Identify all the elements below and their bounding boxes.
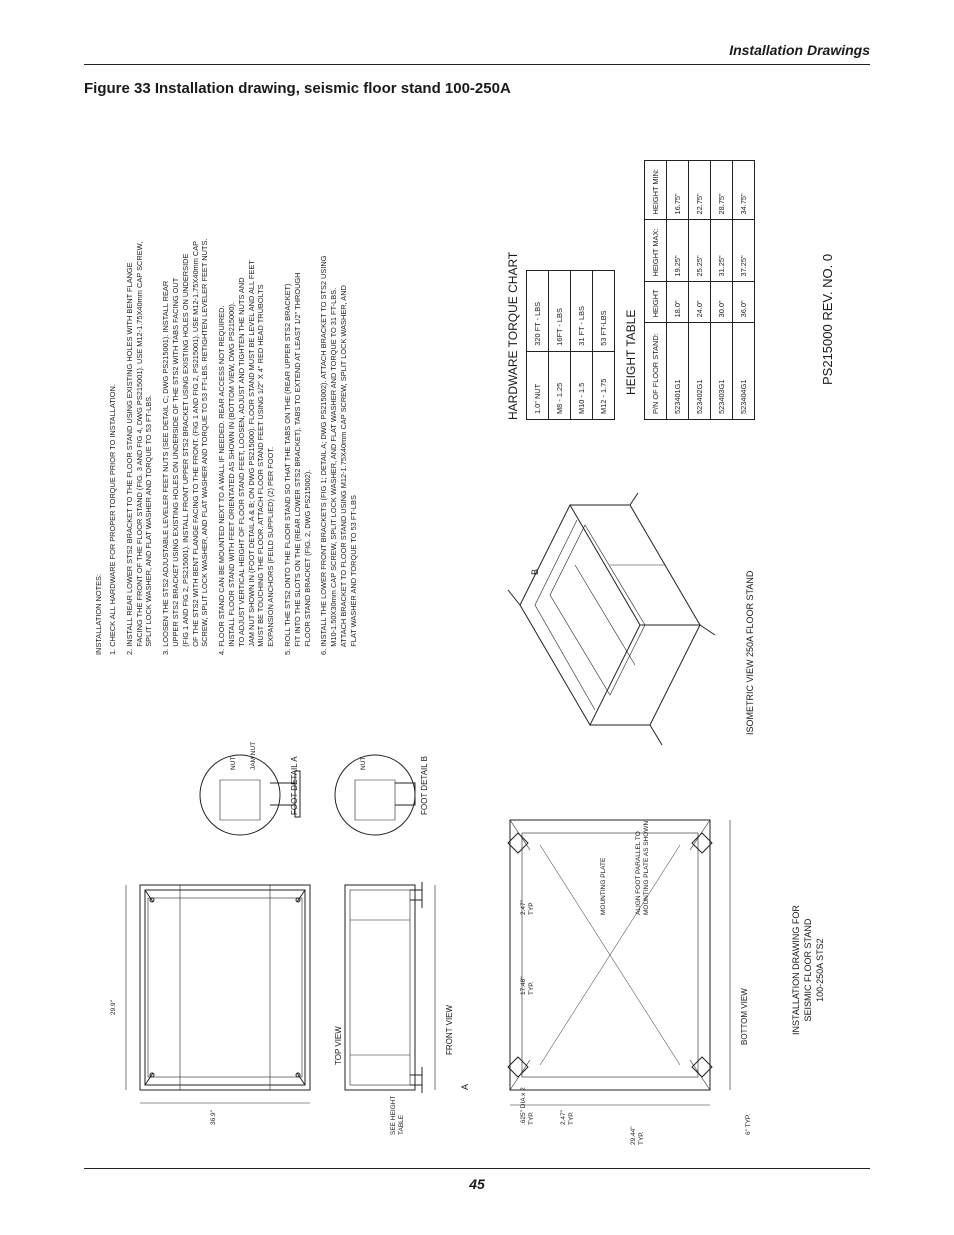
label-line: 2.47" xyxy=(560,1110,567,1125)
label-line: ALIGN FOOT PARALLEL TO xyxy=(635,831,642,915)
dimension-label: 6" TYP. xyxy=(745,1113,752,1135)
jam-nut-label: JAM NUT xyxy=(250,741,257,770)
label-line: 2.47" xyxy=(520,900,527,915)
mounting-plate-label: MOUNTING PLATE xyxy=(600,857,607,915)
table-header-cell: HEIGHT xyxy=(645,282,667,323)
table-cell: 523401G1 xyxy=(667,323,689,420)
table-cell: 1.0" NUT xyxy=(527,351,549,419)
note-4: 4. FLOOR STAND CAN BE MOUNTED NEXT TO A WALL IF NEEDED. REAR ACCESS NOT REQUIRED. INSTALL FLOOR STAND WITH FEET ORIENTATED AS SHOWN IN (BOTTOM VIEW, DWG PS215000). TO ADJUST VERTICAL HEIGHT OF FLOOR STAND FEET, LOOSEN, ADJUST AND TIGHTEN THE NUTS AND JAM NUT SHOWN IN (FOOT DETAIL A & B; ON DWG PS215000). FLOOR STAND MUST BE LEVEL AND ALL FEET MUST BE TOUCHING THE FLOOR. ATTACH FLOOR STAND FEET USING 1/2" X 4" RED HEAD TRUBOLTS EXPANSION ANCHORS (FEILD SUPPLIED) (2) PER FOOT. xyxy=(217,260,276,655)
note-6: 6. INSTALL THE LOWER FRONT BRACKETS (FIG 1; DETAIL A; DWG PS215002). ATTACH BRACKET TO STS2 USING M10-1.50X30mm CAP SCREW, SPLIT LOCK WASHER, AND FLAT WASHER AND TORQUE TO 31 FT-LBS. ATTACH BRACKET TO FLOOR STAND USING M12-1.75X40mm CAP SCREW, SPLIT LOCK WASHER, AND FLAT WASHER AND TORQUE TO 53 FT-LBS xyxy=(319,255,358,655)
top-view-drawing xyxy=(126,885,310,1103)
note-5: 5. ROLL THE STS2 ONTO THE FLOOR STAND SO THAT THE TABS ON THE (REAR UPPER STS2 BRACKET) FIT INTO THE SLOTS ON THE (REAR LOWER STS2 BRACKET). TABS TO EXTEND AT LEAST 1/2" THROUGH FLOOR STAND BRACKET (FIG. 2, DWG PS215002). xyxy=(282,272,312,655)
foot-detail-a-label: FOOT DETAIL A xyxy=(290,756,299,815)
dimension-label: 36.9" xyxy=(210,1110,217,1125)
top-view-label: TOP VIEW xyxy=(334,1026,343,1065)
table-cell: 30.0" xyxy=(711,282,733,323)
dimension-label xyxy=(520,976,536,995)
table-cell: 19.25" xyxy=(667,220,689,282)
drawing-number: PS215000 REV. NO. 0 xyxy=(820,253,835,385)
title-block-line: INSTALLATION DRAWING FOR xyxy=(791,905,801,1035)
title-block-line: SEISMIC FLOOR STAND xyxy=(803,918,813,1022)
note-2: 2. INSTALL REAR LOWER STS2 BRACKET TO THE FLOOR STAND USING EXISTING HOLES WITH BENT FLANGE FACING THE FRONT OF THE FLOOR STAND (FIG. 3 AND FIG 4, DWG PS215001). USE M12-1.75X40mm CAP SCREW, SPLIT LOCK WASHER, AND FLAT WASHER AND TORQUE TO 53 FT-LBS. xyxy=(124,241,154,655)
section-title: Installation Drawings xyxy=(729,42,870,58)
label-line: TYP. xyxy=(638,1131,645,1145)
table-cell: 18.0" xyxy=(667,282,689,323)
label-line: MOUNTING PLATE AS SHOWN xyxy=(643,820,650,915)
line-art-views xyxy=(90,120,870,1165)
dimension-label xyxy=(520,900,536,915)
nut-label: NUT xyxy=(360,756,367,770)
label-line: TYP xyxy=(528,902,535,915)
title-block-line: 100-250A STS2 xyxy=(815,938,825,1002)
installation-drawing xyxy=(90,120,870,1165)
figure-caption: Figure 33 Installation drawing, seismic floor stand 100-250A xyxy=(84,80,511,97)
nut-label: NUT xyxy=(230,756,237,770)
align-foot-note xyxy=(635,821,651,915)
dimension-label: 29.9" xyxy=(110,1000,117,1015)
dimension-label xyxy=(630,1126,646,1145)
table-cell: 34.75" xyxy=(733,161,755,220)
isometric-view-label: ISOMETRIC VIEW 250A FLOOR STAND xyxy=(745,570,755,735)
table-cell: 320 FT - LBS xyxy=(527,271,549,352)
table-header-cell: P/N OF FLOOR STAND: xyxy=(645,323,667,420)
table-header-cell: HEIGHT MAX: xyxy=(645,220,667,282)
front-view-drawing xyxy=(345,882,435,1093)
table-cell: 36.0" xyxy=(733,282,755,323)
label-line: TYP. xyxy=(528,1111,535,1125)
dimension-label xyxy=(560,1110,576,1125)
label-line: 29.44" xyxy=(630,1126,637,1145)
table-cell: 31 FT - LBS xyxy=(571,271,593,352)
see-height-table-label xyxy=(390,1096,406,1135)
height-table-title: HEIGHT TABLE xyxy=(624,309,638,395)
table-cell: 16FT - LBS xyxy=(549,271,571,352)
label-line: .625" DIA x 2 xyxy=(520,1087,527,1125)
isometric-view-drawing xyxy=(508,493,715,745)
table-cell: 16.75" xyxy=(667,161,689,220)
note-1: 1. CHECK ALL HARDWARE FOR PROPER TORQUE PRIOR TO INSTALLATION. xyxy=(108,384,117,655)
bottom-view-label: BOTTOM VIEW xyxy=(740,988,749,1045)
dimension-label xyxy=(520,1087,536,1125)
table-cell: 53 FT-LBS xyxy=(593,271,615,352)
label-line: TABLE xyxy=(398,1114,405,1135)
foot-detail-b-label: FOOT DETAIL B xyxy=(420,756,429,815)
label-line: 17.48" xyxy=(520,976,527,995)
table-cell: 37.25" xyxy=(733,220,755,282)
callout-a: A xyxy=(460,1083,470,1090)
table-cell: 31.25" xyxy=(711,220,733,282)
footer-rule xyxy=(84,1168,870,1169)
label-line: TYP. xyxy=(568,1111,575,1125)
table-cell: 25.25" xyxy=(689,220,711,282)
callout-b: B xyxy=(530,568,540,575)
table-cell: 523402G1 xyxy=(689,323,711,420)
table-cell: 24.0" xyxy=(689,282,711,323)
bottom-view-drawing xyxy=(508,820,730,1105)
torque-chart-title: HARDWARE TORQUE CHART xyxy=(506,251,520,420)
note-3: 3. LOOSEN THE STS2 ADJUSTABLE LEVELER FEET NUTS (SEE DETAIL C; DWG PS215001). INSTALL REAR UPPER STS2 BRACKET USING EXISTING HOLES ON UNDERSIDE OF THE STS2 WITH TABS FACING OUT (FIG 1 AND FIG 2, PS215001). INSTALL FRONT UPPER STS2 BRACKET USING EXISTING HOLES ON UNDERSIDE OF THE STS2 WITH BENT FLANGE FACING TO THE FRONT. (FIG 1 AND FIG 2, PS215001). USE M12-1.75X40mm CAP SCREW, SPLIT LOCK WASHER, AND FLAT WASHER AND TORQUE TO 53 FT-LBS. RETIGHTEN LEVELER FEET NUTS. xyxy=(161,238,210,655)
label-line: SEE HEIGHT xyxy=(390,1095,397,1135)
table-cell: 523404G1 xyxy=(733,323,755,420)
table-cell: M8 - 1.25 xyxy=(549,351,571,419)
table-cell: M10 - 1.5 xyxy=(571,351,593,419)
page-number: 45 xyxy=(469,1176,485,1192)
installation-notes-title: INSTALLATION NOTES: xyxy=(94,573,103,655)
table-cell: M12 - 1.75 xyxy=(593,351,615,419)
table-cell: 22.75" xyxy=(689,161,711,220)
label-line: TYP. xyxy=(528,981,535,995)
table-cell: 28.75" xyxy=(711,161,733,220)
header-rule xyxy=(84,64,870,65)
table-header-cell: HEIGHT MIN: xyxy=(645,161,667,220)
table-cell: 523403G1 xyxy=(711,323,733,420)
foot-detail-b-drawing xyxy=(335,755,415,835)
rotated-drawing-sheet xyxy=(90,120,870,1165)
front-view-label: FRONT VIEW xyxy=(445,1004,454,1055)
